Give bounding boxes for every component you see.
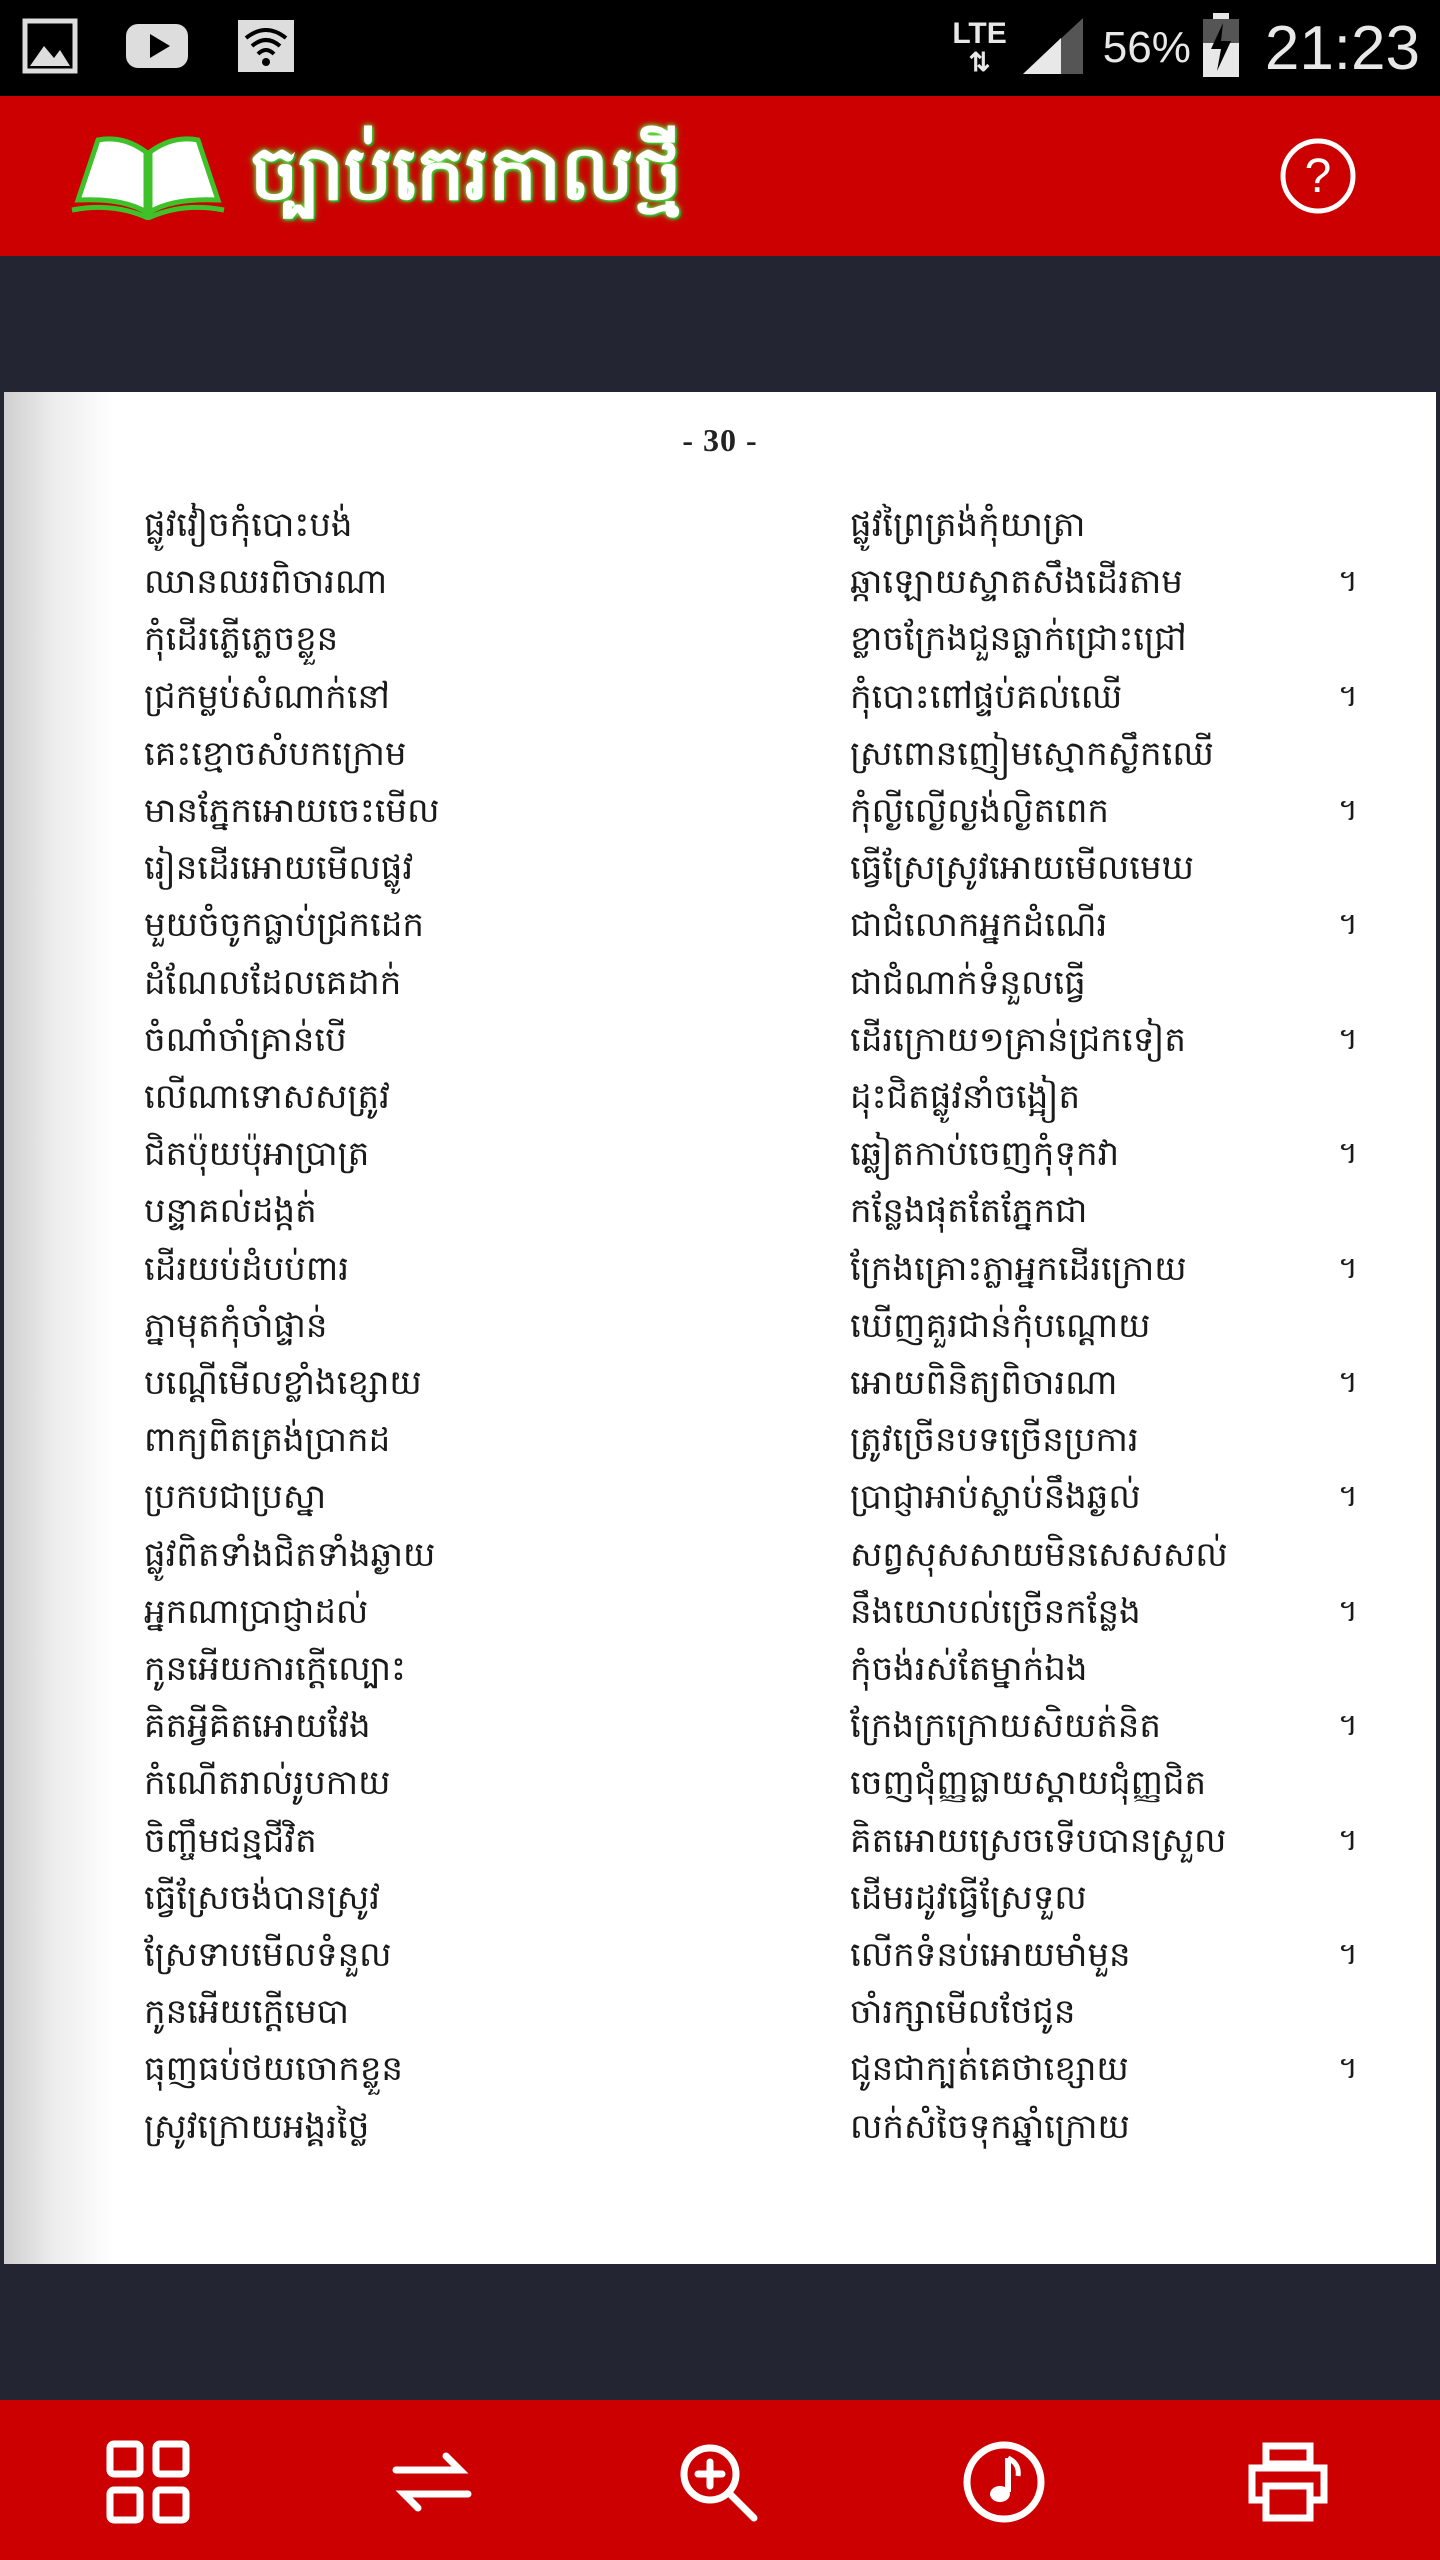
poem-line (4, 1472, 1436, 1529)
poem-line (4, 557, 1436, 614)
zoom-in-icon[interactable] (676, 2440, 760, 2524)
poem-line-right: លើកទំនប់អោយមាំមួន (850, 1935, 1131, 1975)
verse-end-mark: ។ (1338, 1593, 1358, 1629)
poem-line (4, 1415, 1436, 1472)
poem-line (4, 1701, 1436, 1758)
poem-line-left: គេះខ្មោចសំបកក្រោម (144, 733, 407, 774)
poem-line-left: ចិញ្ចឹមជន្មជីវិត (144, 1820, 317, 1861)
poem-line-right: ធ្វើស្រែស្រូវអោយមើលមេឃ (850, 848, 1194, 889)
poem-line-left: អ្នកណាប្រាជ្ញាដល់ (144, 1591, 369, 1632)
poem-line (4, 1301, 1436, 1358)
poem-line (4, 1186, 1436, 1243)
wifi-icon (236, 18, 296, 78)
image-icon (22, 18, 78, 78)
poem-line-right: ផ្លូវព្រៃត្រង់កុំយាត្រា (850, 505, 1086, 545)
poem-line-left: ជ្រកម្លប់សំណាក់នៅ (144, 676, 390, 717)
poem-line-right: គិតអោយស្រេចទើបបានស្រួល (850, 1820, 1227, 1861)
clock: 21:23 (1264, 13, 1420, 83)
network-type: LTE ⇅ (952, 17, 1007, 77)
book-page[interactable] (4, 392, 1436, 2264)
poem-line-left: ផ្លូវវៀចកុំបោះបង់ (144, 505, 353, 545)
poem-line (4, 614, 1436, 671)
poem-line-right: ដុះជិតផ្លូវនាំចង្អៀត (850, 1077, 1081, 1117)
poem-line (4, 843, 1436, 900)
poem-line-right: លក់សំចៃទុកឆ្នាំក្រោយ (850, 2106, 1130, 2147)
battery-percent: 56% (1102, 23, 1191, 72)
poem-line-left: ចំណាំចាំគ្រាន់បើ (144, 1019, 347, 1060)
poem-line-right: កុំល្ងីល្ងើល្ងង់ល្ងិតពេក (850, 791, 1109, 831)
verse-end-mark: ។ (1338, 1479, 1358, 1515)
poem-line (4, 1930, 1436, 1987)
poem-line-left: ដំណែលដែលគេដាក់ (144, 962, 402, 1003)
bottom-toolbar (0, 2400, 1440, 2560)
poem-line-right: ខ្លាចក្រែងជួនធ្លាក់ជ្រោះជ្រៅ (850, 619, 1187, 660)
poem-line-right: ឆ្លៀតកាប់ចេញកុំទុកវា (850, 1134, 1120, 1175)
poem-line-right: កុំបោះពៅផ្ទប់គល់ឈើ (850, 676, 1123, 717)
notification-icons (22, 18, 296, 78)
svg-text:?: ? (1304, 150, 1332, 203)
poem-line-left: កំណើតរាល់រូបកាយ (144, 1763, 391, 1804)
poem-line-right: ប្រាជ្ញាអាប់ស្លាប់នឹងឆ្ងល់ (850, 1477, 1141, 1518)
poem-line-left: គិតអ្វីគិតអោយវែង (144, 1706, 371, 1747)
verse-end-mark: ។ (1338, 564, 1358, 600)
poem-line-right: ឆ្កាឡោយស្ទាតសឹងដើរតាម (850, 562, 1183, 603)
poem-line-left: ផ្លូវពិតទាំងជិតទាំងឆ្ងាយ (144, 1534, 436, 1575)
poem-line-right: ជាជំណាក់ទំនួលធ្វើ (850, 962, 1086, 1003)
verse-end-mark: ។ (1338, 1708, 1358, 1744)
poem-line (4, 958, 1436, 1015)
poem-line (4, 1244, 1436, 1301)
help-icon[interactable] (1278, 136, 1358, 216)
verse-end-mark: ។ (1338, 1250, 1358, 1286)
verse-end-mark: ។ (1338, 907, 1358, 943)
poem-line-right: ក្រែងក្រក្រោយសិយត់និត (850, 1706, 1161, 1747)
poem-line-left: កូនអើយក្តើមេបា (144, 1992, 350, 2033)
verse-end-mark: ។ (1338, 2051, 1358, 2087)
poem-line-right: សព្វសុសសាយមិនសេសសល់ (850, 1534, 1228, 1575)
poem-line (4, 500, 1436, 557)
poem-line (4, 1072, 1436, 1129)
poem-line-right: ស្រពោនញៀមស្មោកស្ងឹកឈើ (850, 733, 1214, 774)
poem-line-left: កូនអើយការក្តើល្បោះ (144, 1649, 406, 1689)
poem-line-right: ដើមរដូវធ្វើស្រែទួល (850, 1877, 1087, 1918)
poem-line-left: ដើរយប់ដំបប់ពារ (144, 1248, 350, 1289)
poem-line-left: ឈានឈរពិចារណា (144, 562, 388, 603)
poem-line (4, 1587, 1436, 1644)
verse-end-mark: ។ (1338, 1365, 1358, 1400)
app-title: ច្បាប់កេរកាលថ្មី (250, 128, 682, 217)
poem-line (4, 900, 1436, 957)
poem-line-right: អោយពិនិត្យពិចារណា (850, 1363, 1118, 1403)
poem-line (4, 1015, 1436, 1072)
poem-line (4, 1644, 1436, 1701)
verse-end-mark: ។ (1338, 1937, 1358, 1972)
poem-line-left: ពាក្យពិតត្រង់ប្រាកដ (144, 1420, 391, 1461)
poem-line-left: មួយចំចូកធ្លាប់ជ្រកដេក (144, 905, 424, 946)
poem-line-left: ធ្វើស្រែចង់បានស្រូវ (144, 1877, 381, 1918)
verse-end-mark: ។ (1338, 1021, 1358, 1057)
data-arrows-icon: ⇅ (968, 47, 991, 77)
poem-line-right: ជាជំលោកអ្នកដំណើរ (850, 905, 1108, 946)
poem-line-right: ដើរក្រោយ១គ្រាន់ជ្រកទៀត (850, 1019, 1187, 1060)
poem-line-left: លើណាទោសសត្រូវ (144, 1077, 390, 1117)
verse-end-mark: ។ (1338, 678, 1358, 714)
poem-line (4, 1987, 1436, 2044)
poem-line-left: ស្រែទាបមើលទំនួល (144, 1935, 392, 1975)
poem-line (4, 672, 1436, 729)
grid-icon[interactable] (106, 2440, 190, 2524)
poem-line-left: ភ្នាមុតកុំចាំផ្ទាន់ (144, 1305, 328, 1346)
poem-line (4, 786, 1436, 843)
battery-charging-icon (1201, 13, 1241, 83)
poem-line-left: រៀនដើរអោយមើលផ្លូវ (144, 848, 414, 889)
book-icon (68, 130, 228, 224)
poem-line-right: នឹងយោបល់ច្រើនកន្លែង (850, 1591, 1141, 1632)
poem-line-left: ស្រូវក្រោយអង្គរថ្លៃ (144, 2106, 370, 2147)
poem-line-right: ជូនជាក្បត់គេថាខ្សោយ (850, 2049, 1129, 2090)
verse-end-mark: ។ (1338, 793, 1358, 828)
poem-line-right: ក្រែងគ្រោះភ្លាអ្នកដើរក្រោយ (850, 1248, 1187, 1289)
page-number: - 30 - (682, 422, 758, 458)
app-header (0, 96, 1440, 256)
poem-line-left: ប្រកបជាប្រស្នា (144, 1477, 327, 1518)
verse-end-mark: ។ (1338, 1136, 1358, 1172)
poem-line-right: ត្រូវច្រើនបទច្រើនប្រការ (850, 1420, 1139, 1461)
status-bar (0, 0, 1440, 96)
poem-line (4, 1758, 1436, 1815)
poem-line (4, 2044, 1436, 2101)
swap-icon[interactable] (390, 2440, 474, 2524)
poem-line (4, 1530, 1436, 1587)
verse-end-mark: ។ (1338, 1822, 1358, 1858)
poem-line-right: ចាំរក្សាមើលថែជូន (850, 1992, 1076, 2033)
poem-line (4, 1873, 1436, 1930)
print-icon[interactable] (1246, 2440, 1330, 2524)
youtube-icon (124, 18, 190, 78)
poem-line-left: ជិតប៉ុយប៉ុអាប្រាត្រ (144, 1134, 370, 1175)
poem-line (4, 729, 1436, 786)
poem-line (4, 1816, 1436, 1873)
music-icon[interactable] (962, 2440, 1046, 2524)
poem-line-left: បន្ទាគល់ដង្កត់ (144, 1191, 317, 1232)
poem-line (4, 2102, 1436, 2159)
poem-line-right: កន្លែងផុតតែភ្នែកជា (850, 1191, 1088, 1232)
poem-line-right: កុំចង់រស់តែម្នាក់ឯង (850, 1649, 1088, 1689)
poem-line-left: បណ្តើមើលខ្លាំងខ្សោយ (144, 1363, 422, 1403)
poem-line-right: ឃើញគួរជាន់កុំបណ្តោយ (850, 1305, 1151, 1346)
poem-line-left: មានភ្នែកអោយចេះមើល (144, 791, 440, 831)
poem-line-left: កុំដើរភ្លើភ្លេចខ្លួន (144, 619, 339, 660)
poem-line-left: ធុញធប់ថយចោកខ្លួន (144, 2049, 403, 2090)
poem-line (4, 1129, 1436, 1186)
signal-icon (1021, 16, 1085, 80)
poem-line-right: ចេញជុំញ្ញធ្លាយស្តាយជុំញ្ញជិត (850, 1763, 1207, 1804)
poem-line (4, 1358, 1436, 1415)
